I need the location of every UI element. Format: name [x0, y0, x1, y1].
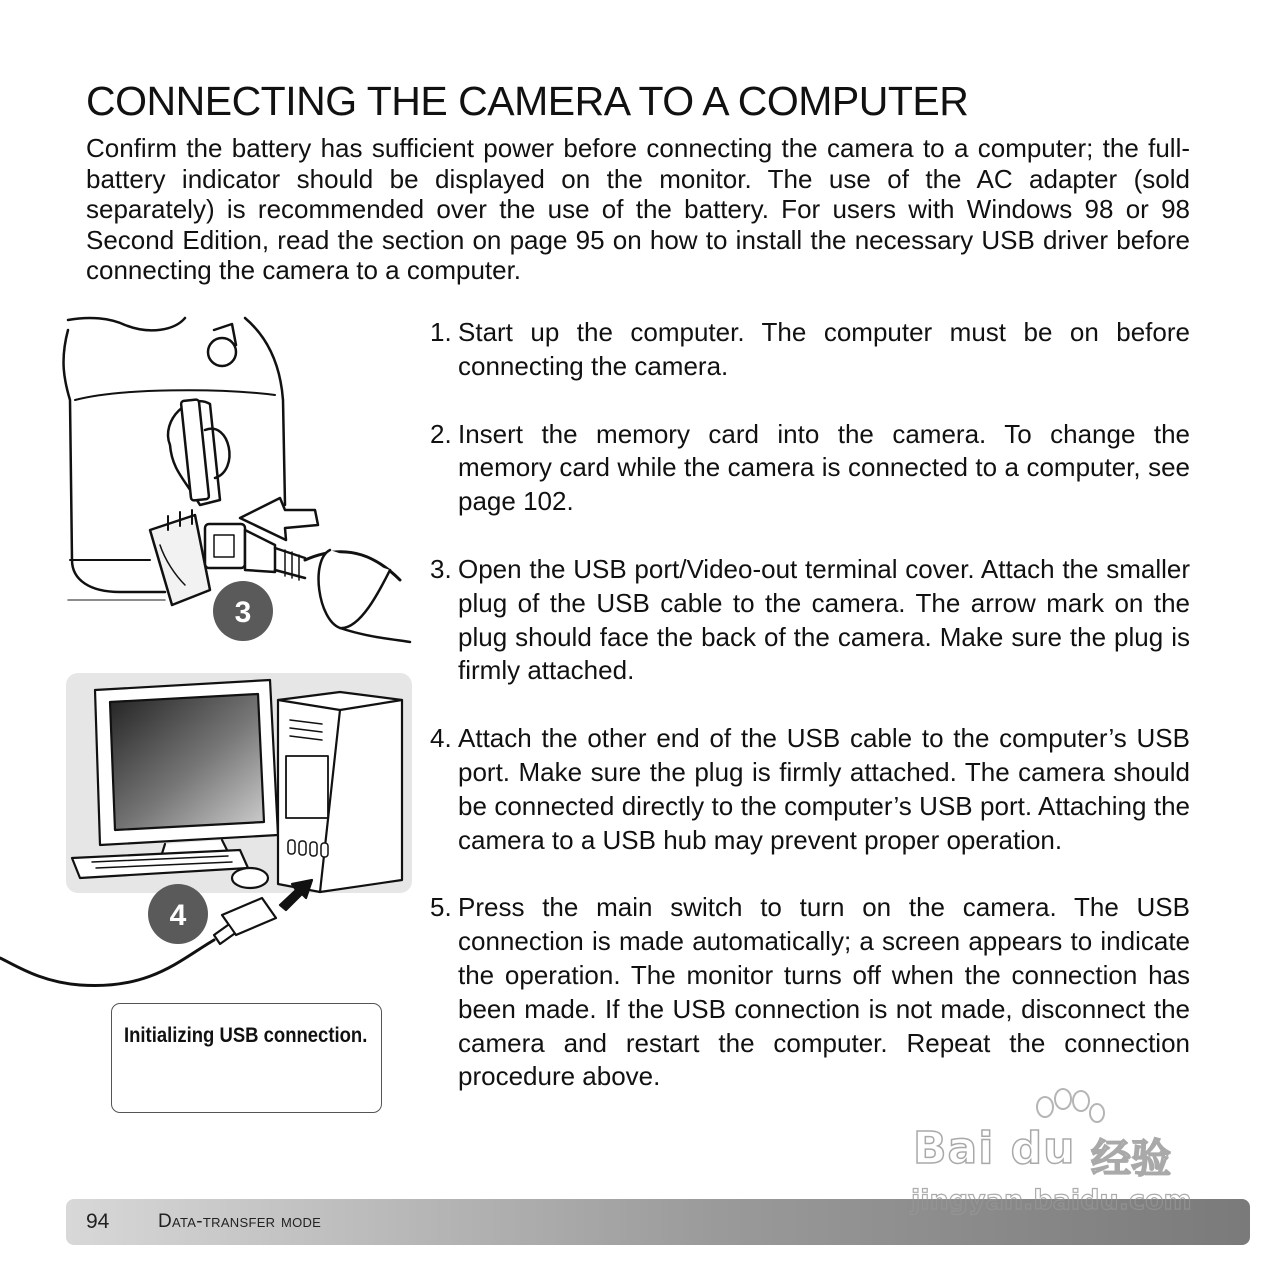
- step-number: 3.: [430, 553, 452, 584]
- page-title: CONNECTING THE CAMERA TO A COMPUTER: [86, 78, 969, 124]
- step-number: 5.: [430, 892, 452, 923]
- page-number: 94: [86, 1210, 110, 1233]
- computer-usb-illustration: [0, 660, 420, 1000]
- step-item: [430, 722, 1190, 857]
- step-number: 1.: [430, 317, 452, 347]
- section-name: Data-transfer mode: [158, 1211, 322, 1232]
- step-item: [430, 316, 1190, 384]
- step-number: 2.: [430, 418, 452, 449]
- step-3-badge-label: 3: [234, 596, 252, 629]
- step-item: [430, 418, 1190, 519]
- step-text: Start up the computer. The computer must be on before connecting the camera.: [458, 317, 1190, 381]
- lcd-message: Initializing USB connection.: [124, 1024, 368, 1047]
- step-text: Open the USB port/Video-out terminal cover. Attach the smaller plug of the USB cable to the camera. The arrow mark on the plug should face the back of the camera. Make sure the plug is firmly attached.: [458, 553, 1190, 686]
- step-item: [430, 553, 1190, 688]
- intro-paragraph: Confirm the battery has sufficient power before connecting the camera to a computer; the full-battery indicator should be displayed on the monitor. The use of the AC adapter (sold separately) is recommended over the use of the battery. For users with Windows 98 or 98 Second Edition, read the section on page 95 on how to install the necessary USB driver before connecting the camera to a computer.: [86, 133, 1190, 286]
- steps-list: [430, 316, 1190, 1128]
- watermark-chinese: 经验: [1091, 1136, 1171, 1182]
- watermark-brand: Bai du: [913, 1123, 1076, 1174]
- step-4-badge-label: 4: [169, 899, 187, 932]
- step-text: Insert the memory card into the camera. To change the memory card while the camera is connected to a computer, see page 102.: [458, 418, 1190, 517]
- page-footer: [66, 1199, 1250, 1245]
- camera-usb-illustration: [0, 310, 420, 660]
- lcd-message-box: [111, 1003, 382, 1113]
- step-text: Press the main switch to turn on the camera. The USB connection is made automatically; a screen appears to indicate the operation. The monitor turns off when the connection has been made. If the USB connection is not made, disconnect the camera and restart the computer. Repeat the connection procedure above.: [458, 892, 1190, 1092]
- step-item: [430, 891, 1190, 1094]
- step-number: 4.: [430, 723, 452, 754]
- step-text: Attach the other end of the USB cable to the computer’s USB port. Make sure the plug is firmly attached. The camera should be connected directly to the computer’s USB port. Attaching the camera to a USB hub may prevent proper operation.: [458, 723, 1190, 855]
